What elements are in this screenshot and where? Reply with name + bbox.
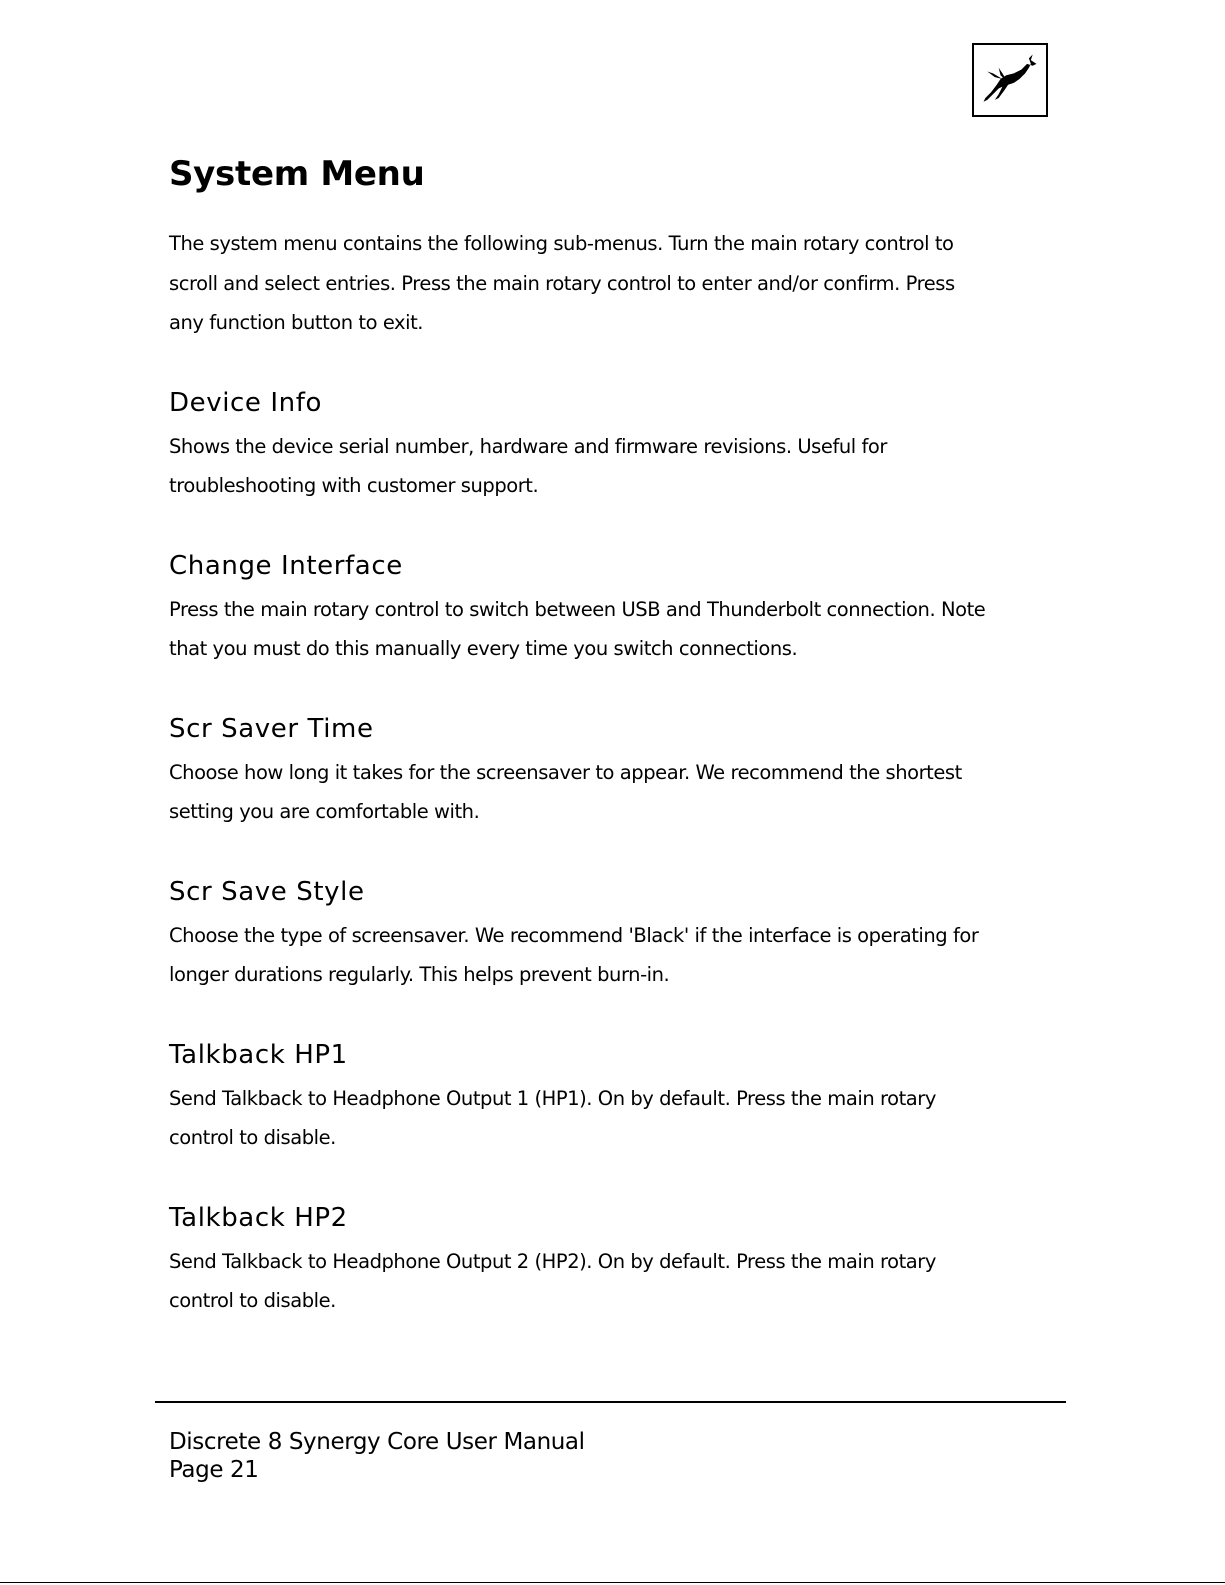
section-body: Shows the device serial number, hardware and firmware revisions. Useful for troubleshooting with customer support.: [169, 434, 887, 497]
leaping-antelope-logo-icon: [974, 45, 1046, 115]
section-heading: Scr Save Style: [169, 876, 365, 907]
intro-paragraph: The system menu contains the following sub-menus. Turn the main rotary control to scroll and select entries. Press the main rotary control to enter and/or confirm. Press any function button to exit.: [169, 232, 955, 334]
section-body: Send Talkback to Headphone Output 1 (HP1). On by default. Press the main rotary control to disable.: [169, 1086, 936, 1149]
section-device-info: [169, 385, 1069, 506]
section-change-interface: [169, 548, 1069, 669]
section-scr-save-style: [169, 874, 1069, 995]
section-heading: Talkback HP1: [169, 1039, 348, 1070]
brand-logo: [972, 43, 1048, 117]
page-title: System Menu: [169, 154, 425, 194]
section-heading: Change Interface: [169, 550, 403, 581]
page-content: [169, 152, 1069, 1321]
section-body: Choose how long it takes for the screensaver to appear. We recommend the shortest setting you are comfortable with.: [169, 760, 962, 823]
section-heading: Device Info: [169, 387, 322, 418]
footer-divider: [155, 1401, 1066, 1403]
section-body: Press the main rotary control to switch between USB and Thunderbolt connection. Note that you must do this manually every time you switch connections.: [169, 597, 986, 660]
section-heading: Scr Saver Time: [169, 713, 374, 744]
section-talkback-hp2: [169, 1200, 1069, 1321]
footer-manual-name: Discrete 8 Synergy Core User Manual: [169, 1429, 585, 1455]
footer-page-number: Page 21: [169, 1457, 259, 1483]
section-talkback-hp1: [169, 1037, 1069, 1158]
section-body: Send Talkback to Headphone Output 2 (HP2). On by default. Press the main rotary control to disable.: [169, 1249, 936, 1312]
section-scr-saver-time: [169, 711, 1069, 832]
section-heading: Talkback HP2: [169, 1202, 348, 1233]
section-body: Choose the type of screensaver. We recommend 'Black' if the interface is operating for longer durations regularly. This helps prevent burn-in.: [169, 923, 979, 986]
page-footer: [169, 1428, 585, 1484]
page-bottom-edge: [0, 1582, 1225, 1583]
